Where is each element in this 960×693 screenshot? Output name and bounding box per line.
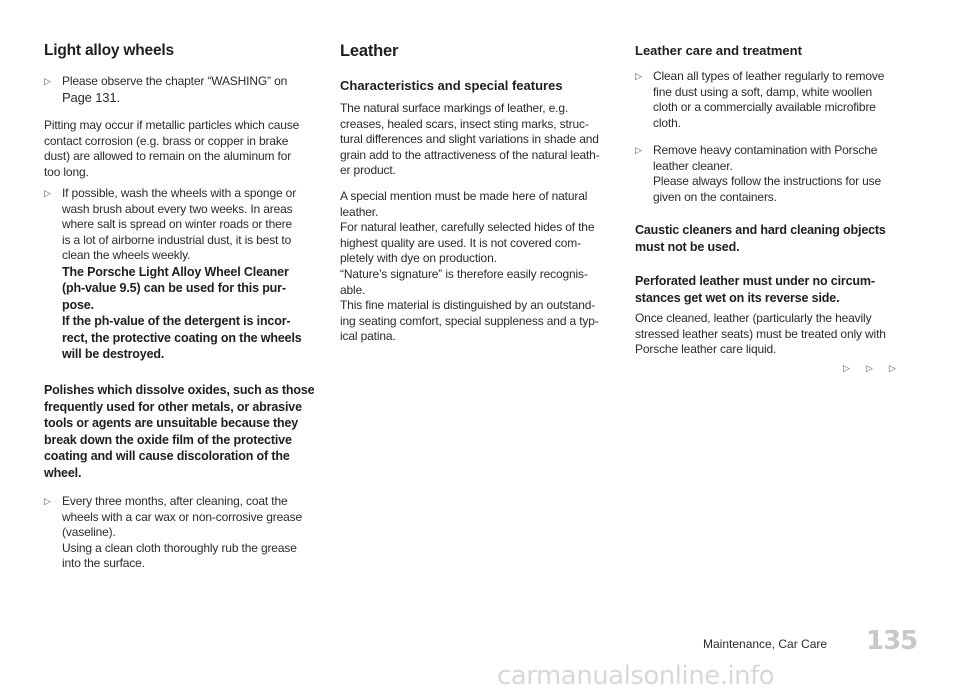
bullet-wax-wheels	[44, 494, 342, 572]
text-line: Porsche leather care liquid.	[635, 342, 777, 357]
bullet-triangle-icon: ▷	[44, 496, 51, 506]
bullet-wash-wheels	[44, 186, 342, 363]
warning-line: tools or agents are unsuitable because they	[44, 416, 299, 430]
bullet-triangle-icon: ▷	[635, 71, 642, 81]
subheading-leather-care: Leather care and treatment	[635, 43, 802, 58]
warning-line: must not be used.	[635, 239, 740, 254]
subheading-characteristics: Characteristics and special features	[340, 78, 563, 93]
warning-line: Caustic cleaners and hard cleaning objects	[635, 223, 886, 237]
bullet-clean-leather	[635, 69, 933, 131]
text-line: stressed leather seats) must be treated only with	[635, 326, 886, 341]
text-line: clean the wheels weekly.	[62, 248, 191, 263]
bold-line: (ph-value 9.5) can be used for this pur-	[62, 281, 286, 296]
text-line: Clean all types of leather regularly to remove	[653, 69, 885, 83]
warning-polishes	[44, 382, 326, 481]
page-number: 135	[866, 626, 918, 656]
text-line: too long.	[44, 164, 89, 179]
text-line: Pitting may occur if metallic particles which cause	[44, 118, 300, 132]
bold-line: rect, the protective coating on the wheels	[62, 330, 302, 345]
text-line: is a lot of airborne industrial dust, it is best to	[62, 232, 292, 247]
text-line: fine dust using a soft, damp, white woollen	[653, 84, 873, 99]
text-line: For natural leather, carefully selected hides of the	[340, 220, 595, 235]
text-line: (vaseline).	[62, 525, 116, 540]
text-line: where salt is spread on winter roads or there	[62, 217, 293, 232]
text-line: A special mention must be made here of natural	[340, 189, 588, 203]
warning-line: wheel.	[44, 465, 82, 480]
text-line: pletely with dye on production.	[340, 251, 497, 266]
bullet-triangle-icon: ▷	[635, 145, 642, 155]
continued-arrows-icon: ▷▷▷	[843, 363, 912, 373]
text-line: dust) are allowed to remain on the aluminum for	[44, 149, 292, 164]
text-line: Page 131.	[62, 89, 120, 105]
text-line: highest quality are used. It is not covered com-	[340, 235, 581, 250]
warning-line: coating and will cause discoloration of the	[44, 449, 290, 463]
text-line: given on the containers.	[653, 189, 777, 204]
text-line: Please always follow the instructions for use	[653, 174, 882, 189]
bullet-triangle-icon: ▷	[44, 188, 51, 198]
paragraph-surface-markings	[340, 101, 610, 179]
text-line: ical patina.	[340, 329, 396, 344]
section-heading-leather: Leather	[340, 42, 399, 60]
text-line: into the surface.	[62, 556, 145, 571]
warning-caustic-cleaners	[635, 222, 920, 255]
text-line: contact corrosion (e.g. brass or copper in brake	[44, 133, 289, 148]
text-line: tural differences and slight variations in shade and	[340, 132, 599, 147]
warning-line: Polishes which dissolve oxides, such as those	[44, 383, 315, 397]
text-line: Please observe the chapter “WASHING” on	[62, 74, 288, 88]
bullet-triangle-icon: ▷	[44, 76, 51, 86]
text-line: leather.	[340, 204, 379, 219]
bullet-remove-contamination	[635, 143, 933, 205]
text-line: er product.	[340, 163, 396, 178]
bullet-washing-reference	[44, 74, 342, 105]
bold-line: will be destroyed.	[62, 347, 165, 362]
paragraph-natural-leather	[340, 189, 610, 345]
bold-line: The Porsche Light Alloy Wheel Cleaner	[62, 264, 289, 279]
text-line: creases, healed scars, insect sting marks, struc-	[340, 116, 589, 131]
text-line: cloth or a commercially available microfibre	[653, 100, 876, 115]
text-line: The natural surface markings of leather, e.g.	[340, 101, 569, 115]
text-line: Remove heavy contamination with Porsche	[653, 143, 878, 157]
text-line: grain add to the attractiveness of the natural leath-	[340, 147, 600, 162]
bold-line: If the ph-value of the detergent is incor-	[62, 314, 291, 329]
section-heading-light-alloy-wheels: Light alloy wheels	[44, 42, 174, 59]
text-line: wheels with a car wax or non-corrosive grease	[62, 509, 303, 524]
text-line: ing seating comfort, special suppleness and a typ-	[340, 313, 599, 328]
warning-line: Perforated leather must under no circum-	[635, 274, 875, 288]
footer-section-label: Maintenance, Car Care	[703, 637, 828, 651]
text-line: able.	[340, 282, 366, 297]
paragraph-leather-care-liquid	[635, 311, 920, 358]
warning-perforated-leather	[635, 273, 920, 306]
paragraph-pitting	[44, 118, 324, 180]
warning-line: stances get wet on its reverse side.	[635, 290, 840, 305]
text-line: This fine material is distinguished by an outstand-	[340, 298, 596, 313]
text-line: cloth.	[653, 115, 681, 130]
text-line: “Nature’s signature” is therefore easily recognis-	[340, 266, 588, 281]
text-line: Once cleaned, leather (particularly the heavily	[635, 311, 872, 325]
warning-line: break down the oxide film of the protective	[44, 432, 292, 447]
bold-line: pose.	[62, 297, 94, 312]
watermark: carmanualsonline.info	[497, 661, 775, 691]
warning-line: frequently used for other metals, or abrasive	[44, 399, 302, 414]
text-line: If possible, wash the wheels with a sponge or	[62, 186, 297, 200]
text-line: wash brush about every two weeks. In areas	[62, 201, 293, 216]
text-line: leather cleaner.	[653, 158, 733, 173]
text-line: Using a clean cloth thoroughly rub the grease	[62, 540, 297, 555]
text-line: Every three months, after cleaning, coat the	[62, 494, 288, 508]
